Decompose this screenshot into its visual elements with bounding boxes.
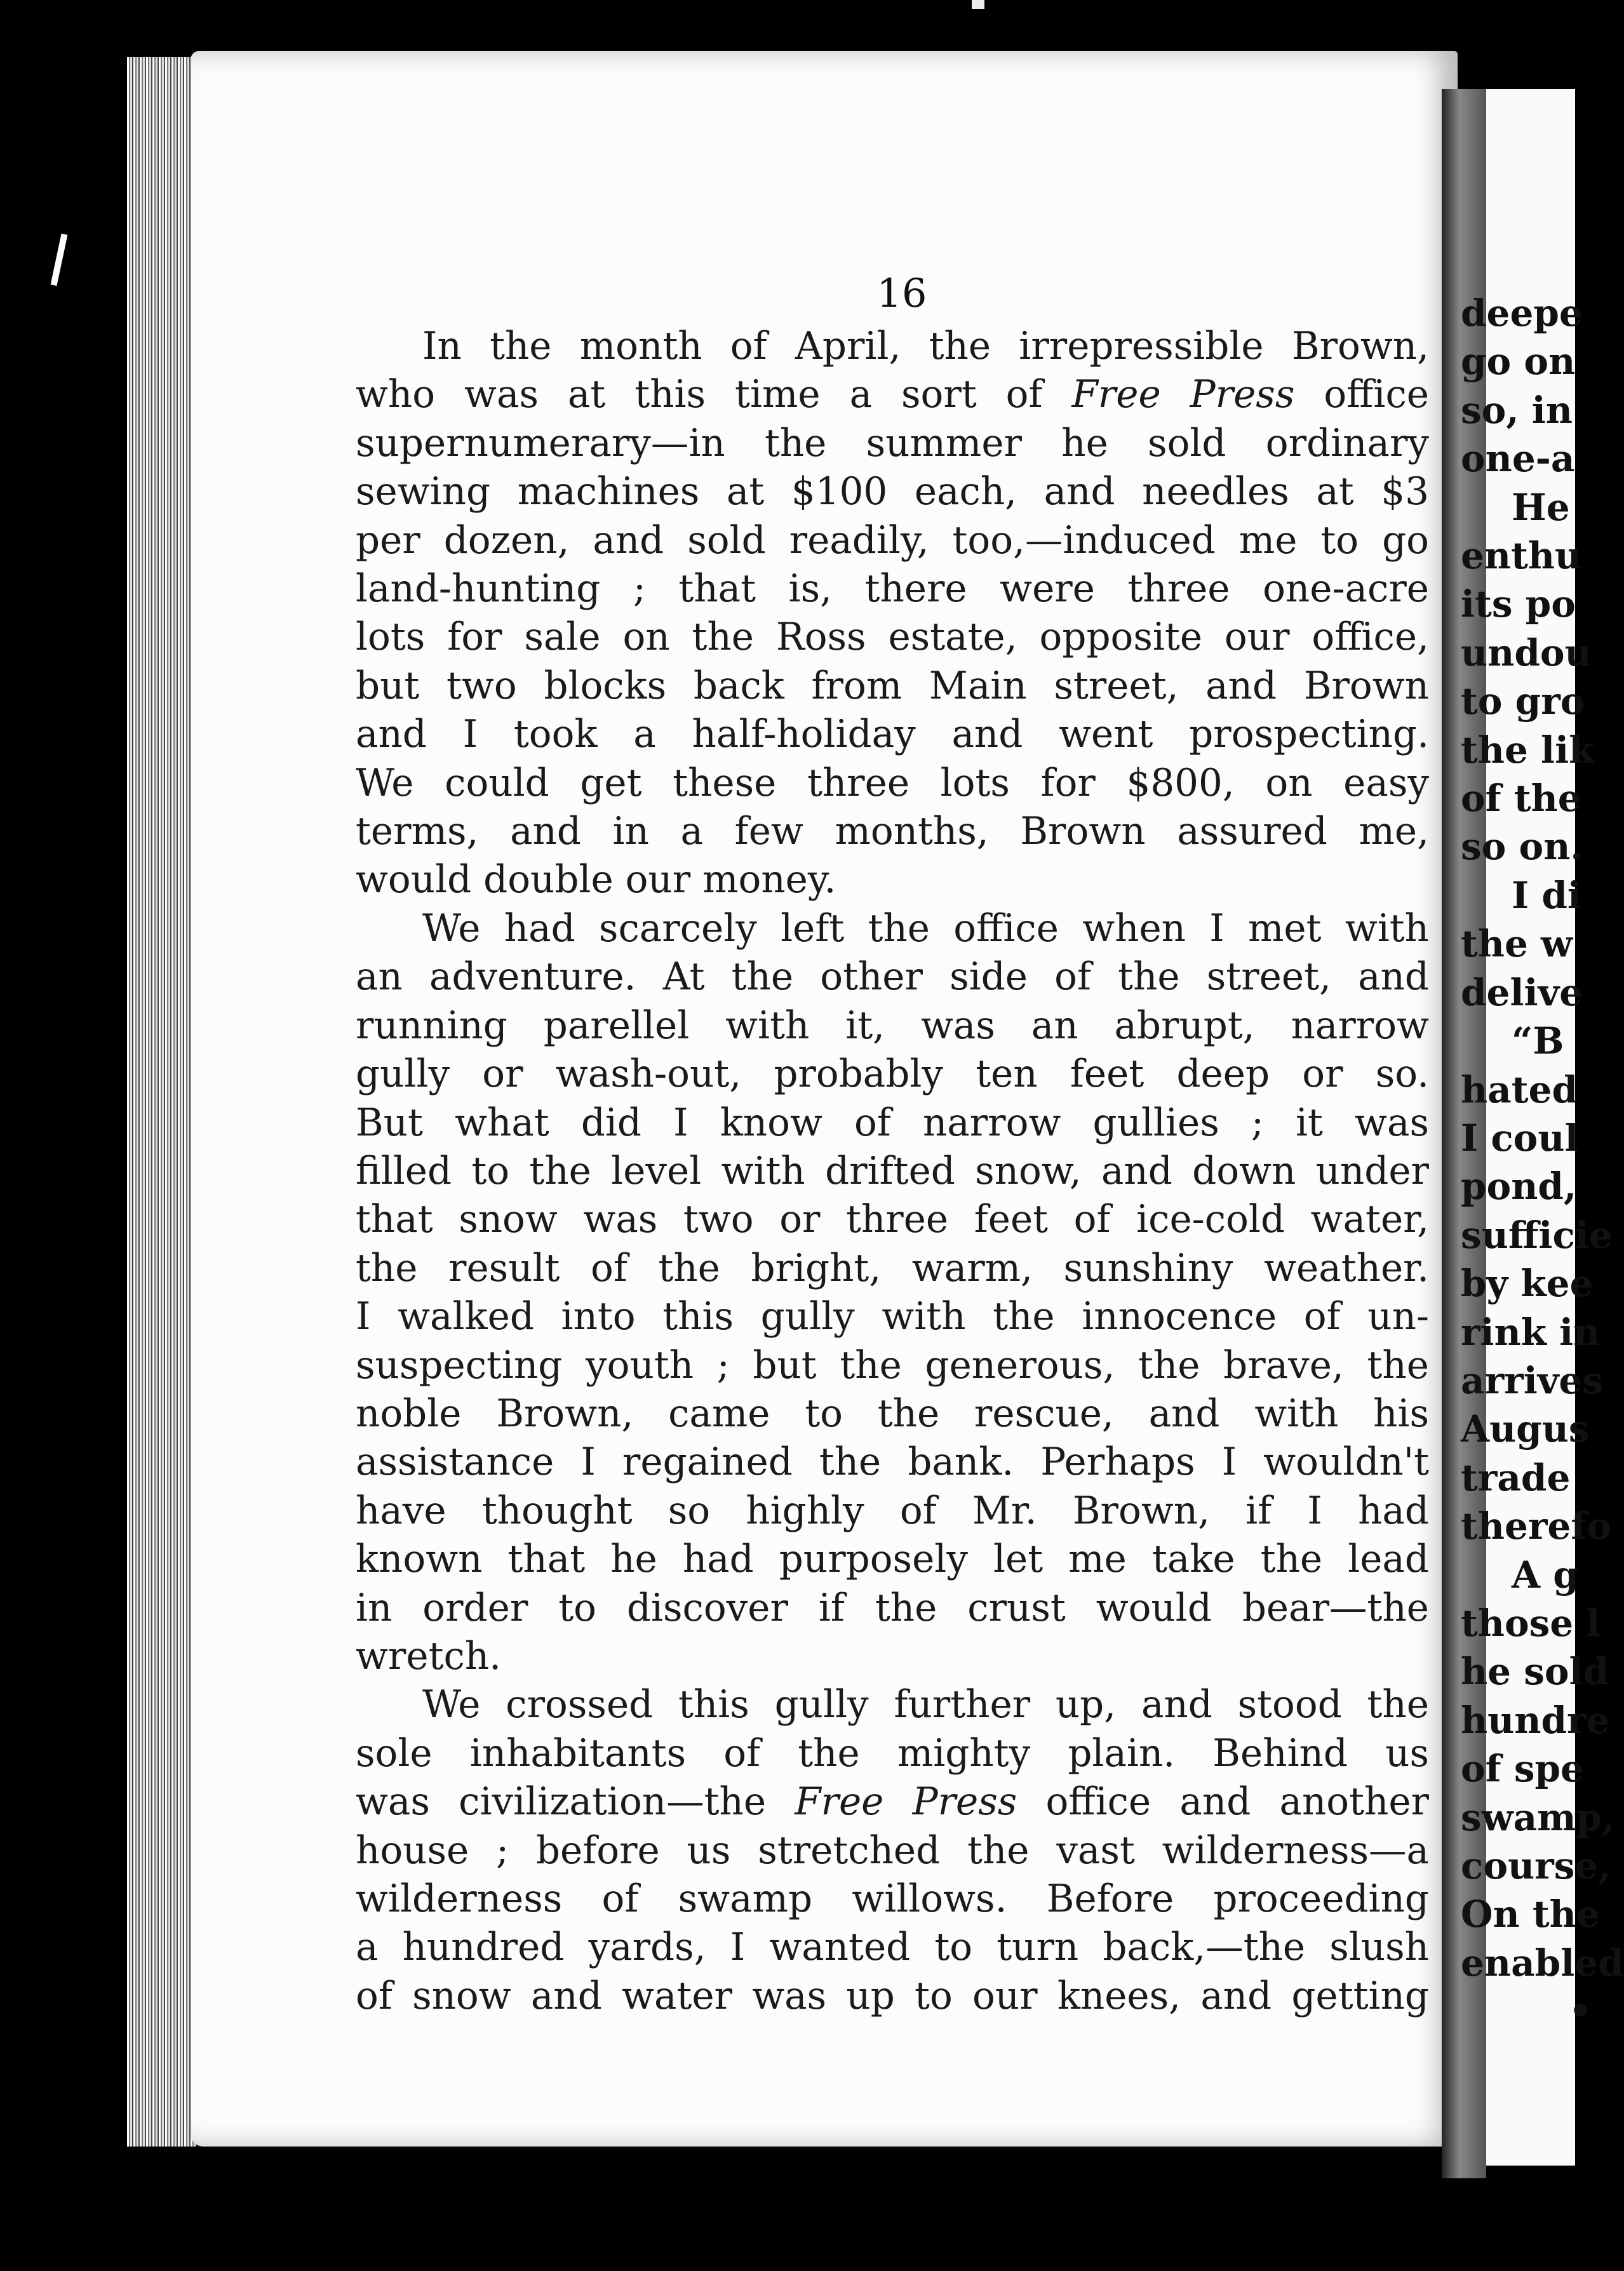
text-line: But what did I know of narrow gullies ; it was [356,1101,1429,1145]
next-page-line: sufficie [1461,1213,1613,1257]
text-line: We had scarcely left the office when I met with [422,906,1429,951]
next-page-line: enabled [1461,1941,1624,1985]
next-page-line: by kee [1461,1262,1594,1306]
next-page-line: to gro [1461,680,1585,723]
text-line: that snow was two or three feet of ice-cold water, [356,1198,1429,1242]
next-page-line: of the [1461,777,1581,821]
text-line: suspecting youth ; but the generous, the brave, the [356,1343,1429,1388]
next-page-line: its po [1461,582,1576,626]
text-line: an adventure. At the other side of the street, and [356,955,1429,1000]
text-line: sole inhabitants of the mighty plain. Behind us [356,1731,1429,1776]
next-page-line: rink in [1461,1310,1601,1354]
next-page-line: I coul [1461,1116,1579,1160]
page-edge-stack [127,57,197,2147]
text-line: lots for sale on the Ross estate, opposite our office, [356,615,1429,660]
text-line: a hundred yards, I wanted to turn back,—the slush [356,1926,1429,1970]
next-page-line: On the [1461,1893,1600,1936]
text-line: have thought so highly of Mr. Brown, if I had [356,1489,1429,1533]
text-line: in order to discover if the crust would bear—the [356,1586,1429,1630]
text-line: wretch. [356,1634,502,1678]
top-scan-mark [972,0,984,9]
body-text [356,323,1429,2021]
next-page-line: the lik [1461,728,1595,772]
next-page-line: hated [1461,1068,1578,1111]
text-line: We could get these three lots for $800, on easy [356,761,1429,805]
next-page-line: A g [1512,1553,1579,1597]
text-line: per dozen, and sold readily, too,—induced me to go [356,518,1429,563]
next-page-line: course, [1461,1844,1611,1887]
next-page-line: I di [1512,873,1581,917]
next-page-line: Augus [1461,1407,1590,1451]
text-line: I walked into this gully with the innocence of un- [356,1295,1429,1339]
next-page-line: swamp, [1461,1795,1615,1839]
paragraph [356,905,1429,1682]
text-line: terms, and in a few months, Brown assured me, [356,810,1429,854]
text-line: and I took a half-holiday and went prospecting. [356,713,1429,757]
next-page-line: so, in [1461,388,1573,432]
text-line: who was at this time a sort of Free Press office [356,373,1429,417]
next-page-text [1461,289,1624,2036]
next-page-line: • [1569,1990,1593,2033]
margin-tick-mark [51,234,68,286]
text-line: but two blocks back from Main street, and Brown [356,664,1429,708]
next-page-line: “B [1512,1019,1564,1063]
text-line: running parellel with it, was an abrupt, narrow [356,1003,1429,1048]
text-line: wilderness of swamp willows. Before proceeding [356,1877,1429,1921]
page-number: 16 [876,270,927,316]
next-page-line: delive [1461,970,1583,1014]
next-page-line: arrives [1461,1358,1603,1402]
text-line: was civilization—the Free Press office and another [356,1780,1429,1825]
next-page-line: of spe [1461,1747,1584,1791]
next-page-line: so on. [1461,825,1583,869]
next-page-line: deepe [1461,291,1583,335]
text-line: supernumerary—in the summer he sold ordinary [356,421,1429,466]
next-page-line: He [1512,485,1570,529]
paragraph [356,1681,1429,2021]
text-line: would double our money. [356,858,836,902]
next-page-line: he sold [1461,1650,1609,1694]
text-line: sewing machines at $100 each, and needles at $3 [356,470,1429,514]
text-line: filled to the level with drifted snow, and down under [356,1149,1429,1193]
text-line: the result of the bright, warm, sunshiny weather. [356,1246,1429,1290]
next-page-line: the w [1461,922,1573,966]
text-line: noble Brown, came to the rescue, and with his [356,1391,1429,1436]
next-page-line: pond, [1461,1165,1577,1209]
text-line: We crossed this gully further up, and stood the [422,1683,1429,1727]
next-page-line: undou [1461,631,1592,674]
text-line: of snow and water was up to our knees, and getting [356,1974,1429,2018]
text-line: house ; before us stretched the vast wilderness—a [356,1828,1429,1873]
next-page-line: enthu [1461,534,1582,578]
paragraph [356,323,1429,905]
text-line: gully or wash-out, probably ten feet deep or so. [356,1052,1429,1097]
next-page-line: those l [1461,1601,1601,1645]
text-line: land-hunting ; that is, there were three one-acre [356,567,1429,612]
next-page-line: therefo [1461,1504,1611,1548]
next-page-line: hundre [1461,1698,1610,1742]
text-line: assistance I regained the bank. Perhaps I wouldn't [356,1440,1429,1485]
next-page-line: go on [1461,340,1576,384]
text-line: known that he had purposely let me take the lead [356,1537,1429,1582]
next-page-line: one-a [1461,437,1575,481]
next-page-line: trade [1461,1456,1571,1499]
text-line: In the month of April, the irrepressible Brown, [422,325,1429,368]
